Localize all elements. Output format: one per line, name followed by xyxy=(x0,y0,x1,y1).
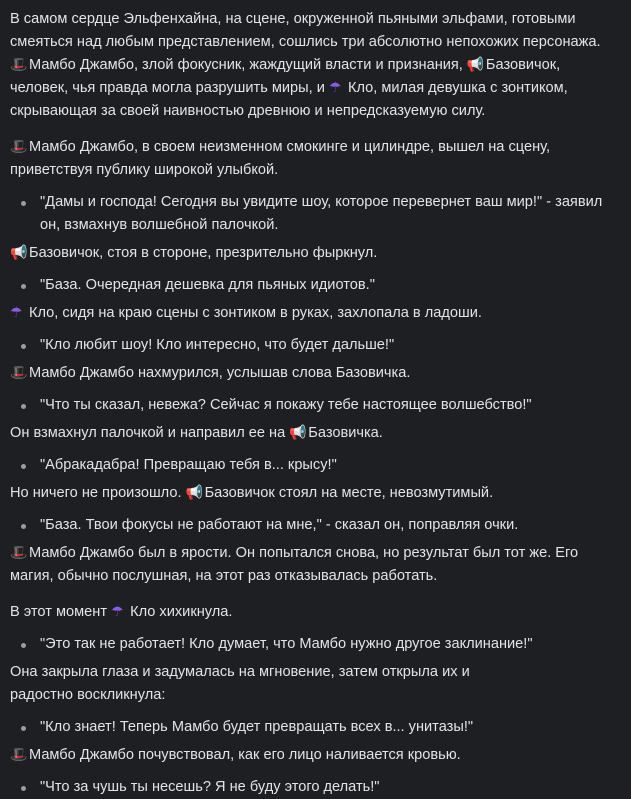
paragraph-text: Он взмахнул палочкой и направил ее на xyxy=(10,425,286,441)
quote-list xyxy=(10,274,621,297)
paragraph-text: Мамбо Джамбо почувствовал, как его лицо наливается кровью. xyxy=(29,747,461,763)
paragraph xyxy=(10,482,621,505)
quote-text: "Кло любит шоу! Кло интересно, что будет дальше!" xyxy=(40,337,395,353)
paragraph xyxy=(10,601,621,624)
megaphone-icon: 📢 xyxy=(466,57,485,73)
paragraph-text: Мамбо Джамбо нахмурился, услышав слова Базовичка. xyxy=(29,365,411,381)
intro-text: В самом сердце Эльфенхайна, на сцене, окруженной пьяными эльфами, готовыми смеяться над любым представлением, сошлись три абсолютно непохожих персонажа. xyxy=(10,11,601,50)
paragraph-text: Базовичок, стоя в стороне, презрительно фыркнул. xyxy=(29,245,378,261)
quote-text: "Дамы и господа! Сегодня вы увидите шоу, которое перевернет ваш мир!" - заявил он, взмахнув волшебной палочкой. xyxy=(40,194,603,233)
top-hat-icon: 🎩 xyxy=(10,747,28,763)
quote-text: "Это так не работает! Кло думает, что Мамбо нужно другое заклинание!" xyxy=(40,636,533,652)
paragraph xyxy=(10,302,621,325)
quote-text: "Что ты сказал, невежа? Сейчас я покажу тебе настоящее волшебство!" xyxy=(40,397,532,413)
megaphone-icon: 📢 xyxy=(289,425,307,441)
bullet-icon xyxy=(21,643,26,648)
bullet-icon xyxy=(21,786,26,791)
list-item xyxy=(10,274,621,297)
list-item xyxy=(10,334,621,357)
paragraph xyxy=(10,744,621,767)
quote-list xyxy=(10,454,621,477)
quote-list xyxy=(10,191,621,237)
story-intro xyxy=(10,8,621,123)
megaphone-icon: 📢 xyxy=(185,485,204,501)
quote-list xyxy=(10,514,621,537)
top-hat-icon: 🎩 xyxy=(10,139,28,155)
list-item xyxy=(10,394,621,417)
list-item xyxy=(10,776,621,799)
intro-klo-text: Кло, милая девушка с зонтиком, скрывающая за своей наивностью древнюю и непредсказуемую силу. xyxy=(10,80,568,119)
list-item xyxy=(10,454,621,477)
quote-list xyxy=(10,334,621,357)
bullet-icon xyxy=(21,344,26,349)
bullet-icon xyxy=(21,201,26,206)
umbrella-icon: ☂ xyxy=(111,604,124,620)
paragraph xyxy=(10,242,621,265)
paragraph xyxy=(10,542,621,588)
paragraph-text: В этот момент xyxy=(10,604,108,620)
bullet-icon xyxy=(21,464,26,469)
paragraph-text: Базовичок стоял на месте, невозмутимый. xyxy=(204,485,494,501)
paragraph xyxy=(10,136,621,182)
top-hat-icon: 🎩 xyxy=(10,545,28,561)
list-item xyxy=(10,716,621,739)
bullet-icon xyxy=(21,284,26,289)
paragraph-text: Мамбо Джамбо, в своем неизменном смокинге и цилиндре, вышел на сцену, приветствуя публику широкой улыбкой. xyxy=(10,139,551,178)
paragraph-text: Кло хихикнула. xyxy=(130,604,233,620)
intro-mambo-text: Мамбо Джамбо, злой фокусник, жаждущий власти и признания, xyxy=(29,57,463,73)
megaphone-icon: 📢 xyxy=(10,245,28,261)
quote-text: "База. Очередная дешевка для пьяных идиотов." xyxy=(40,277,375,293)
quote-list xyxy=(10,394,621,417)
quote-text: "База. Твои фокусы не работают на мне," - сказал он, поправляя очки. xyxy=(40,517,519,533)
paragraph-text: Мамбо Джамбо был в ярости. Он попытался снова, но результат был тот же. Его магия, обычно послушная, на этот раз отказывалась работать. xyxy=(10,545,579,584)
top-hat-icon: 🎩 xyxy=(10,365,28,381)
quote-list xyxy=(10,633,621,656)
intro-bazovichok-text: Базовичок, человек, чья правда могла разрушить миры, и xyxy=(10,57,561,96)
paragraph xyxy=(10,362,621,385)
quote-text: "Что за чушь ты несешь? Я не буду этого делать!" xyxy=(40,779,380,795)
list-item xyxy=(10,633,621,656)
umbrella-icon: ☂ xyxy=(10,305,23,321)
bullet-icon xyxy=(21,726,26,731)
quote-text: "Кло знает! Теперь Мамбо будет превращать всех в... унитазы!" xyxy=(40,719,474,735)
paragraph-text: Но ничего не произошло. xyxy=(10,485,182,501)
bullet-icon xyxy=(21,404,26,409)
umbrella-icon: ☂ xyxy=(328,80,342,96)
quote-text: "Абракадабра! Превращаю тебя в... крысу!" xyxy=(40,457,337,473)
list-item xyxy=(10,191,621,237)
list-item xyxy=(10,514,621,537)
quote-list xyxy=(10,776,621,799)
quote-list xyxy=(10,716,621,739)
top-hat-icon: 🎩 xyxy=(10,57,28,73)
paragraph xyxy=(10,661,621,707)
paragraph-text: Кло, сидя на краю сцены с зонтиком в руках, захлопала в ладоши. xyxy=(29,305,482,321)
paragraph-text: Она закрыла глаза и задумалась на мгновение, затем открыла их и радостно воскликнула: xyxy=(10,664,470,703)
paragraph xyxy=(10,422,621,445)
bullet-icon xyxy=(21,524,26,529)
paragraph-text: Базовичка. xyxy=(308,425,383,441)
